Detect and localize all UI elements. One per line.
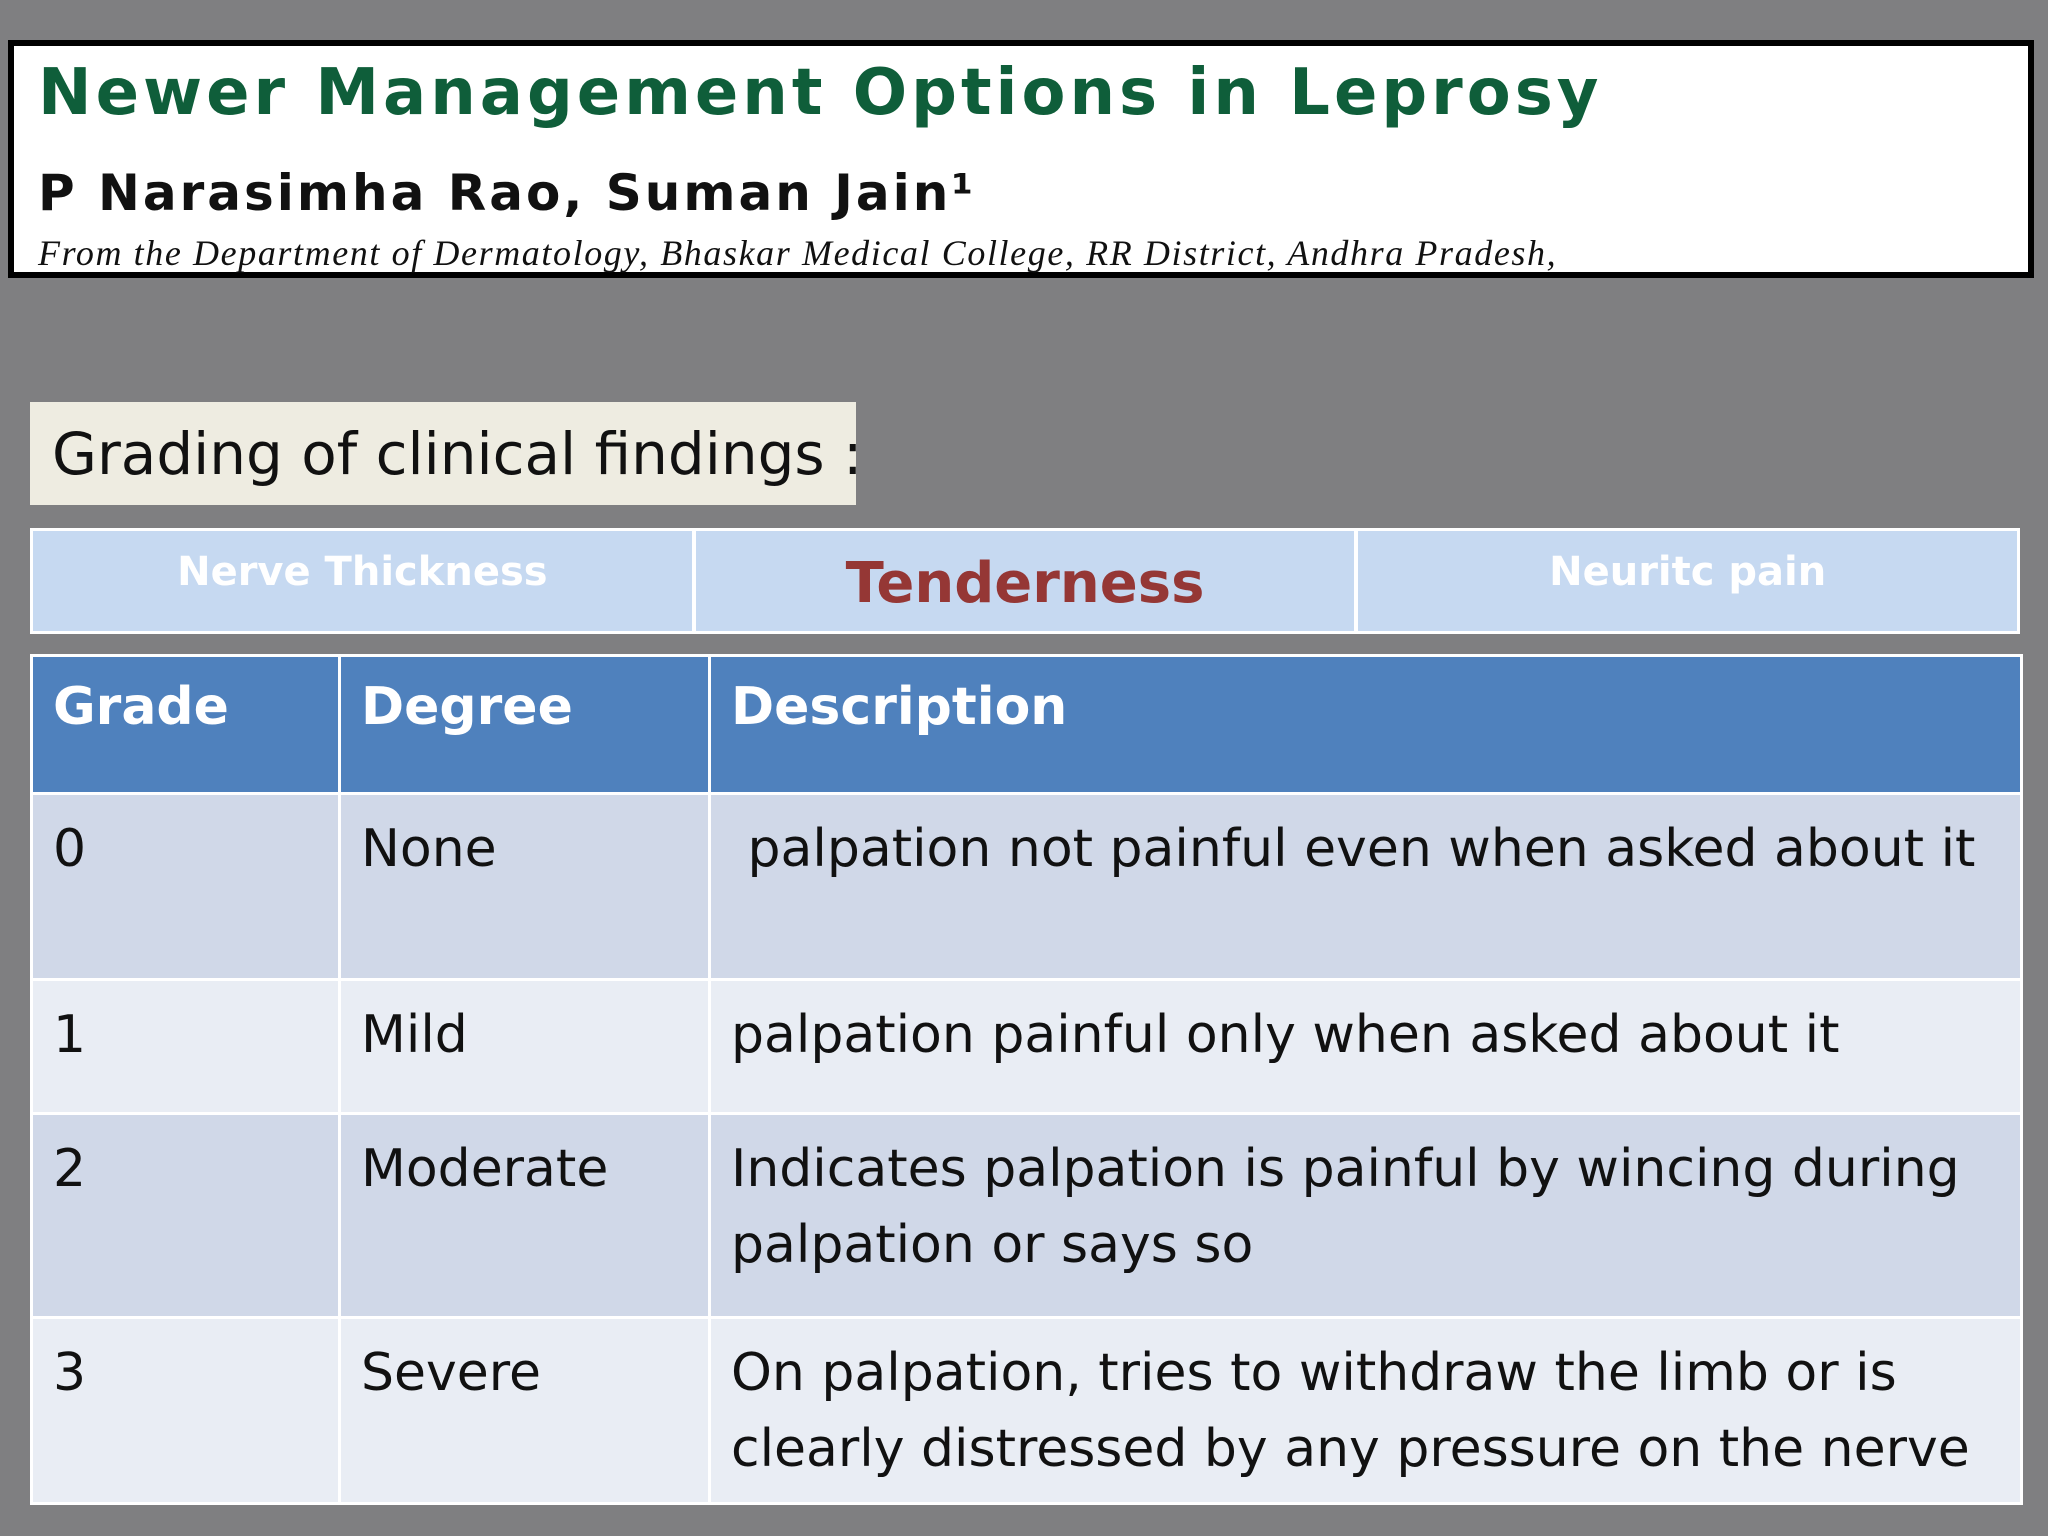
grade-cell: 0 [32,794,340,980]
degree-cell: Moderate [340,1114,710,1318]
tab-neuritic-pain[interactable]: Neuritc pain [1354,531,2017,631]
section-heading: Grading of clinical findings : [52,420,863,488]
grading-table [30,654,2023,1505]
tab-tenderness[interactable]: Tenderness [692,531,1355,631]
column-header-description: Description [710,656,2022,794]
description-cell: palpation not painful even when asked about it [710,794,2022,980]
column-header-degree: Degree [340,656,710,794]
section-heading-box [30,402,863,505]
table-row [32,980,2022,1114]
column-header-grade: Grade [32,656,340,794]
table-row [32,1318,2022,1504]
description-cell: Indicates palpation is painful by wincing during palpation or says so [710,1114,2022,1318]
article-authors: P Narasimha Rao, Suman Jain¹ [38,164,977,222]
table-row [32,1114,2022,1318]
grade-cell: 1 [32,980,340,1114]
degree-cell: Severe [340,1318,710,1504]
tab-nerve-thickness[interactable]: Nerve Thickness [33,531,692,631]
article-title: Newer Management Options in Leprosy [38,56,1603,130]
article-header [8,40,2034,278]
table-row [32,794,2022,980]
description-cell: palpation painful only when asked about it [710,980,2022,1114]
grade-cell: 3 [32,1318,340,1504]
table-header-row [32,656,2022,794]
article-affiliation: From the Department of Dermatology, Bhaskar Medical College, RR District, Andhra Pradesh, [38,233,1558,273]
grade-cell: 2 [32,1114,340,1318]
description-cell: On palpation, tries to withdraw the limb or is clearly distressed by any pressure on the nerve [710,1318,2022,1504]
finding-tabs [30,528,2020,634]
degree-cell: None [340,794,710,980]
degree-cell: Mild [340,980,710,1114]
